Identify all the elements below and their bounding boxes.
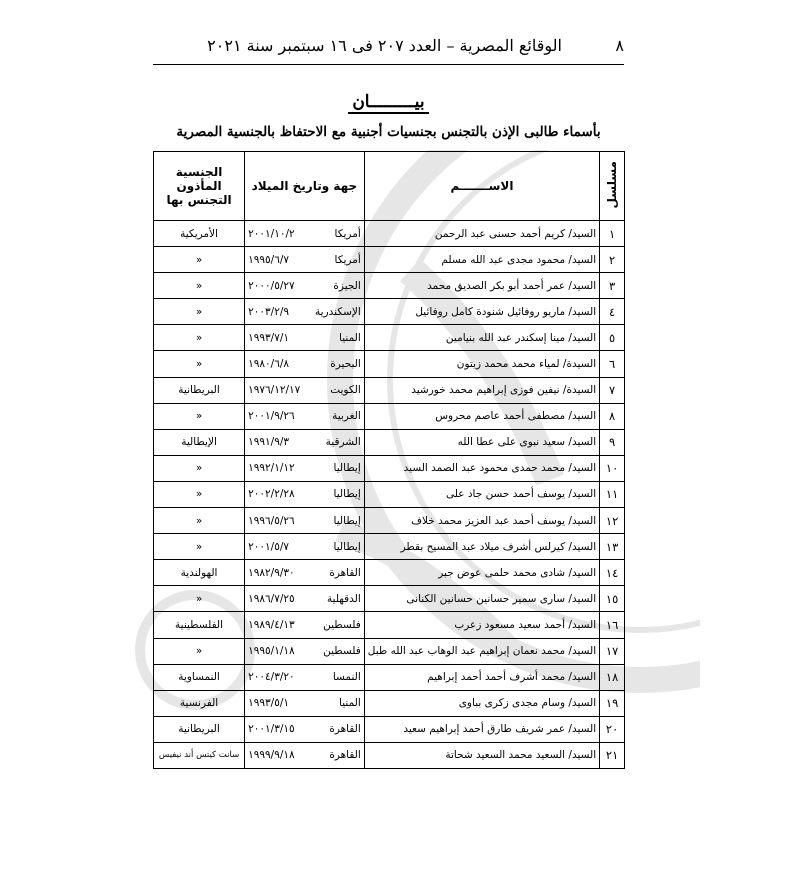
applicant-name: السيد/ محمد نعمان إبراهيم عبد الوهاب عبد الله طبل bbox=[364, 638, 599, 664]
nationality: سانت كيتس أند نيفيس bbox=[154, 742, 245, 768]
applicant-name: السيد/ ماريو روفائيل شنودة كامل روفائيل bbox=[364, 299, 599, 325]
nationality: « bbox=[154, 455, 245, 481]
birth-place: القاهرة bbox=[310, 716, 364, 742]
row-number: ٥ bbox=[600, 325, 625, 351]
birth-place: القاهرة bbox=[310, 560, 364, 586]
nationality: « bbox=[154, 508, 245, 534]
nationality: « bbox=[154, 273, 245, 299]
row-number: ٢ bbox=[600, 247, 625, 273]
nationality: « bbox=[154, 481, 245, 507]
birth-date: ١٩٨٢/٩/٣٠ bbox=[245, 560, 311, 586]
row-number: ١١ bbox=[600, 481, 625, 507]
birth-date: ١٩٨٦/٧/٢٥ bbox=[245, 586, 311, 612]
row-number: ٩ bbox=[600, 429, 625, 455]
applicant-name: السيد/ محمد أشرف أحمد أحمد إبراهيم bbox=[364, 664, 599, 690]
table-row bbox=[154, 299, 625, 325]
page-number: ٨ bbox=[615, 36, 624, 55]
nationality: البريطانية bbox=[154, 716, 245, 742]
header-title: الوقائع المصرية – العدد ٢٠٧ فى ١٦ سبتمبر سنة ٢٠٢١ bbox=[207, 36, 562, 55]
applicant-name: السيد/ يوسف أحمد عبد العزيز محمد خلاف bbox=[364, 508, 599, 534]
applicant-name: السيد/ وسام مجدى زكرى بباوى bbox=[364, 690, 599, 716]
nationality: « bbox=[154, 325, 245, 351]
applicant-name: السيد/ السعيد محمد السعيد شحاتة bbox=[364, 742, 599, 768]
table-row bbox=[154, 534, 625, 560]
birth-date: ١٩٩٣/٧/١ bbox=[245, 325, 311, 351]
birth-date: ١٩٨٠/٦/٨ bbox=[245, 351, 311, 377]
table-row bbox=[154, 403, 625, 429]
birth-place: إيطاليا bbox=[310, 481, 364, 507]
birth-date: ١٩٩٢/١/١٢ bbox=[245, 455, 311, 481]
table-row bbox=[154, 638, 625, 664]
row-number: ١٥ bbox=[600, 586, 625, 612]
birth-date: ٢٠٠١/١٠/٢ bbox=[245, 221, 311, 247]
birth-date: ١٩٩٦/٥/٢٦ bbox=[245, 508, 311, 534]
applicant-name: السيد/ كيرلس أشرف ميلاد عبد المسيح بقطر bbox=[364, 534, 599, 560]
table-row bbox=[154, 560, 625, 586]
applicant-name: السيد/ يوسف أحمد حسن جاد على bbox=[364, 481, 599, 507]
nationality: الهولندية bbox=[154, 560, 245, 586]
applicants-table bbox=[153, 151, 625, 769]
applicant-name: السيد/ أحمد سعيد مسعود زعرب bbox=[364, 612, 599, 638]
row-number: ٧ bbox=[600, 377, 625, 403]
birth-date: ١٩٩٣/٥/١ bbox=[245, 690, 311, 716]
birth-date: ١٩٩١/٩/٣ bbox=[245, 429, 311, 455]
page-header bbox=[153, 30, 624, 65]
header-num bbox=[600, 152, 625, 221]
birth-date: ٢٠٠٣/٢/٩ bbox=[245, 299, 311, 325]
birth-place: المنيا bbox=[310, 690, 364, 716]
header-num-label: مسلسل bbox=[605, 160, 620, 209]
birth-place: الكويت bbox=[310, 377, 364, 403]
table-row bbox=[154, 742, 625, 768]
row-number: ٢٠ bbox=[600, 716, 625, 742]
applicant-name: السيد/ مصطفى أحمد عاصم محروس bbox=[364, 403, 599, 429]
birth-place: الجيزة bbox=[310, 273, 364, 299]
row-number: ١٦ bbox=[600, 612, 625, 638]
table-row bbox=[154, 664, 625, 690]
applicant-name: السيدة/ لمياء محمد محمد زيتون bbox=[364, 351, 599, 377]
birth-date: ٢٠٠١/٩/٢٦ bbox=[245, 403, 311, 429]
birth-place: النمسا bbox=[310, 664, 364, 690]
birth-place: إيطاليا bbox=[310, 508, 364, 534]
applicant-name: السيد/ شادى محمد حلمى عوض جبر bbox=[364, 560, 599, 586]
nationality: الإيطالية bbox=[154, 429, 245, 455]
row-number: ٦ bbox=[600, 351, 625, 377]
table-row bbox=[154, 377, 625, 403]
birth-place: الدقهلية bbox=[310, 586, 364, 612]
row-number: ١٤ bbox=[600, 560, 625, 586]
table-row bbox=[154, 508, 625, 534]
row-number: ٣ bbox=[600, 273, 625, 299]
table-row bbox=[154, 716, 625, 742]
table-row bbox=[154, 351, 625, 377]
applicant-name: السيد/ محمد حمدى محمود عبد الصمد السيد bbox=[364, 455, 599, 481]
row-number: ١٩ bbox=[600, 690, 625, 716]
birth-place: إيطاليا bbox=[310, 534, 364, 560]
birth-place: إيطاليا bbox=[310, 455, 364, 481]
table-row bbox=[154, 690, 625, 716]
birth-date: ٢٠٠٢/٢/٢٨ bbox=[245, 481, 311, 507]
row-number: ٨ bbox=[600, 403, 625, 429]
nationality: « bbox=[154, 247, 245, 273]
row-number: ١٠ bbox=[600, 455, 625, 481]
birth-place: أمريكا bbox=[310, 247, 364, 273]
birth-place: الشرقية bbox=[310, 429, 364, 455]
nationality: الفرنسية bbox=[154, 690, 245, 716]
nationality: النمساوية bbox=[154, 664, 245, 690]
nationality: « bbox=[154, 403, 245, 429]
table-row bbox=[154, 586, 625, 612]
table-row bbox=[154, 247, 625, 273]
birth-place: البحيرة bbox=[310, 351, 364, 377]
document-title-text: بيـــــــــان bbox=[348, 92, 428, 114]
birth-place: الإسكندرية bbox=[310, 299, 364, 325]
table-row bbox=[154, 429, 625, 455]
birth-place: القاهرة bbox=[310, 742, 364, 768]
row-number: ١٢ bbox=[600, 508, 625, 534]
table-header-row bbox=[154, 152, 625, 221]
nationality: « bbox=[154, 351, 245, 377]
birth-date: ١٩٩٥/٦/٧ bbox=[245, 247, 311, 273]
birth-date: ١٩٧٦/١٢/١٧ bbox=[245, 377, 311, 403]
birth-place: المنيا bbox=[310, 325, 364, 351]
nationality: الفلسطينية bbox=[154, 612, 245, 638]
applicant-name: السيد/ عمر أحمد أبو بكر الصديق محمد bbox=[364, 273, 599, 299]
table-row bbox=[154, 481, 625, 507]
applicant-name: السيد/ عمر شريف طارق أحمد إبراهيم سعيد bbox=[364, 716, 599, 742]
row-number: ١ bbox=[600, 221, 625, 247]
nationality: « bbox=[154, 299, 245, 325]
applicant-name: السيد/ محمود مجدى عبد الله مسلم bbox=[364, 247, 599, 273]
header-nationality: الجنسية المأذون التجنس بها bbox=[154, 152, 245, 221]
document-subtitle: بأسماء طالبى الإذن بالتجنس بجنسيات أجنبية مع الاحتفاظ بالجنسية المصرية bbox=[176, 124, 601, 140]
table-row bbox=[154, 612, 625, 638]
nationality: « bbox=[154, 586, 245, 612]
applicant-name: السيد/ كريم أحمد حسنى عبد الرحمن bbox=[364, 221, 599, 247]
table-row bbox=[154, 273, 625, 299]
birth-place: فلسطين bbox=[310, 612, 364, 638]
applicant-name: السيد/ سعيد نبوى على عطا الله bbox=[364, 429, 599, 455]
birth-date: ١٩٩٩/٩/١٨ bbox=[245, 742, 311, 768]
applicant-name: السيدة/ نيفين فوزى إبراهيم محمد خورشيد bbox=[364, 377, 599, 403]
row-number: ١٧ bbox=[600, 638, 625, 664]
nationality: البريطانية bbox=[154, 377, 245, 403]
birth-date: ٢٠٠١/٣/١٥ bbox=[245, 716, 311, 742]
nationality: « bbox=[154, 638, 245, 664]
birth-place: أمريكا bbox=[310, 221, 364, 247]
birth-date: ١٩٨٩/٤/١٣ bbox=[245, 612, 311, 638]
table-row bbox=[154, 221, 625, 247]
birth-date: ٢٠٠١/٥/٧ bbox=[245, 534, 311, 560]
header-name: الاســـــــم bbox=[364, 152, 599, 221]
row-number: ١٨ bbox=[600, 664, 625, 690]
birth-date: ١٩٩٥/١/١٨ bbox=[245, 638, 311, 664]
nationality: « bbox=[154, 534, 245, 560]
applicant-name: السيد/ سارى سمير حسانين حسانين الكنانى bbox=[364, 586, 599, 612]
row-number: ١٣ bbox=[600, 534, 625, 560]
nationality: الأمريكية bbox=[154, 221, 245, 247]
table-row bbox=[154, 455, 625, 481]
applicant-name: السيد/ مينا إسكندر عبد الله بنيامين bbox=[364, 325, 599, 351]
birth-date: ٢٠٠٤/٣/٢٠ bbox=[245, 664, 311, 690]
birth-place: فلسطين bbox=[310, 638, 364, 664]
birth-place: الغربية bbox=[310, 403, 364, 429]
birth-date: ٢٠٠٠/٥/٢٧ bbox=[245, 273, 311, 299]
row-number: ٢١ bbox=[600, 742, 625, 768]
table-row bbox=[154, 325, 625, 351]
header-birth: جهة وتاريخ الميلاد bbox=[245, 152, 365, 221]
row-number: ٤ bbox=[600, 299, 625, 325]
document-title bbox=[153, 92, 624, 112]
